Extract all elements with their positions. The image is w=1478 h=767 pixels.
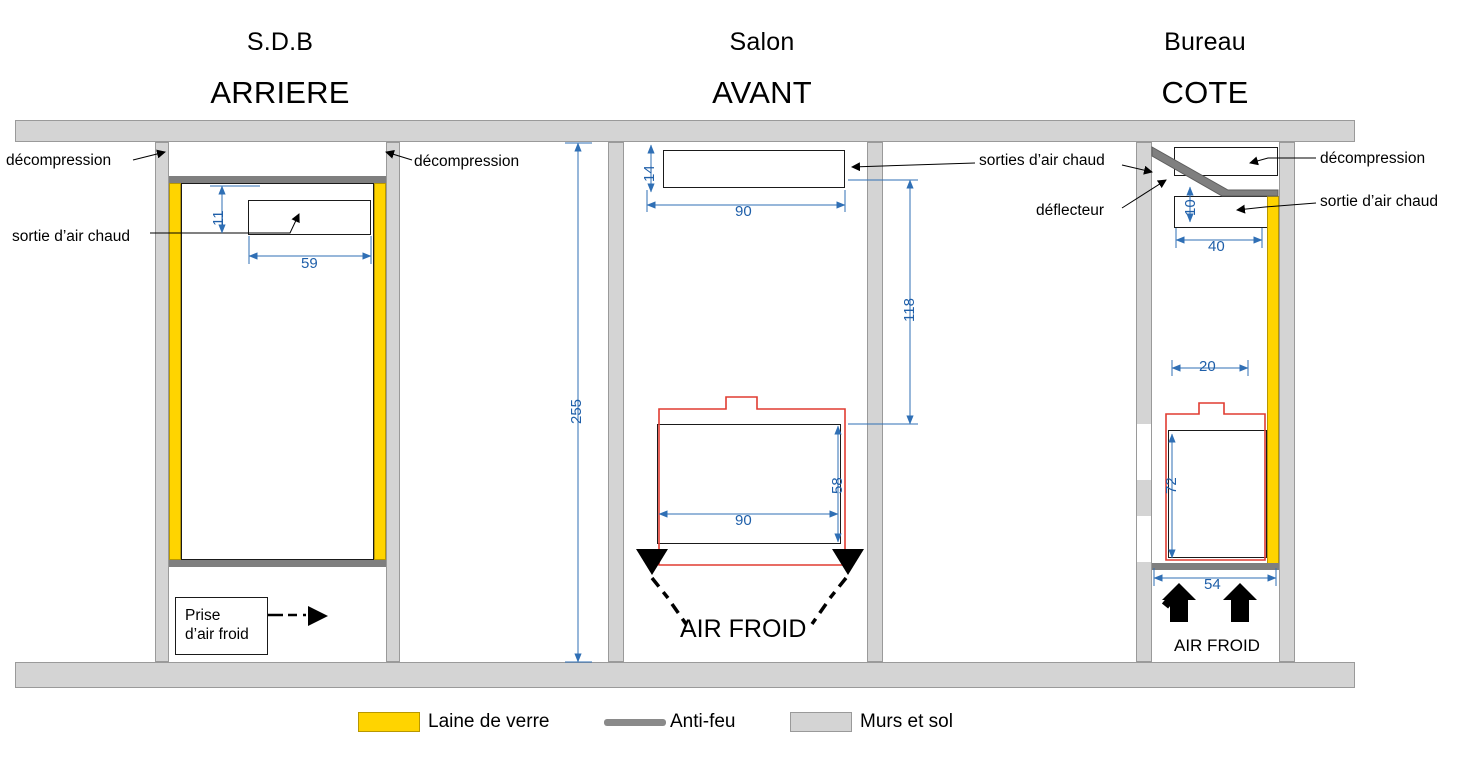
air-froid-up-arrow-left [1165, 595, 1183, 620]
column-title-room-2: Salon [729, 28, 795, 56]
cold-air-intake-label [185, 606, 265, 644]
air-froid-arrowhead-right [832, 549, 864, 575]
legend-label-antifeu: Anti-feu [670, 711, 736, 732]
wall-center-left [608, 142, 624, 662]
insert-opening-right [1168, 430, 1267, 558]
dim-center-58: 58 [829, 477, 846, 494]
antifeu-left-upper [169, 176, 386, 183]
dim-right-54: 54 [1204, 576, 1221, 593]
wall-left-inner [386, 142, 400, 662]
label-air-froid-right: AIR FROID [1174, 636, 1260, 655]
column-title-view-1: ARRIERE [210, 75, 350, 110]
legend-label-walls: Murs et sol [860, 711, 953, 732]
chamber-left [181, 183, 374, 560]
legend-swatch-antifeu [604, 719, 666, 726]
wool-right-bay [1267, 196, 1279, 568]
column-title-room-3: Bureau [1164, 28, 1246, 56]
air-froid-dash-right-2 [812, 604, 826, 624]
wall-right-inner [1279, 142, 1295, 662]
wall-notch-right-lower [1136, 516, 1152, 562]
column-title-view-2: AVANT [712, 75, 812, 110]
dim-right-72: 72 [1163, 477, 1180, 494]
legend-swatch-walls [790, 712, 852, 732]
label-air-froid-center: AIR FROID [680, 615, 807, 643]
wall-left-outer [155, 142, 169, 662]
legend-label-wool: Laine de verre [428, 711, 550, 732]
column-title-room-1: S.D.B [246, 28, 314, 56]
dim-right-40: 40 [1208, 238, 1225, 255]
dim-255: 255 [568, 398, 585, 424]
cold-air-intake-label-line2: d’air froid [185, 626, 249, 643]
decompression-outlet-right [1174, 147, 1278, 176]
label-decompression-left: décompression [6, 152, 112, 169]
antifeu-left-lower [169, 560, 386, 567]
antifeu-right-lower [1152, 563, 1279, 570]
dim-left-11: 11 [210, 210, 227, 226]
cold-air-intake-label-line1: Prise [185, 607, 221, 624]
dim-left-59: 59 [301, 255, 318, 272]
label-decompression-mid: décompression [414, 153, 520, 170]
air-froid-arrowhead-left [636, 549, 668, 575]
dim-center-90-bottom: 90 [735, 512, 752, 529]
label-hot-air-right: sortie d’air chaud [1320, 193, 1439, 210]
air-froid-dash-right-1 [830, 578, 846, 598]
wool-left-side [169, 183, 181, 560]
ceiling-slab [15, 120, 1355, 142]
wall-center-right [867, 142, 883, 662]
wall-notch-right-upper [1136, 424, 1152, 480]
air-froid-up-arrow-1 [1162, 583, 1196, 622]
wool-right-side [374, 183, 386, 560]
hot-air-outlet-left [248, 200, 371, 235]
dim-center-14: 14 [641, 165, 658, 182]
label-deflector: déflecteur [1036, 202, 1105, 219]
label-decompression-right: décompression [1320, 150, 1426, 167]
air-froid-dash-left-1 [652, 578, 668, 598]
column-title-view-3: COTE [1161, 75, 1249, 110]
wall-right-outer [1136, 142, 1152, 662]
dim-center-90-top: 90 [735, 203, 752, 220]
hot-air-outlet-center [663, 150, 845, 188]
legend-swatch-wool [358, 712, 420, 732]
dim-right-10: 10 [1182, 199, 1199, 216]
label-hot-air-center: sorties d’air chaud [979, 152, 1105, 169]
dim-right-20: 20 [1199, 358, 1216, 375]
dim-center-118: 118 [901, 298, 918, 322]
label-hot-air-left: sortie d’air chaud [12, 228, 131, 245]
intake-arrowhead [308, 606, 328, 626]
floor-slab [15, 662, 1355, 688]
air-froid-up-arrow-2 [1223, 583, 1257, 622]
